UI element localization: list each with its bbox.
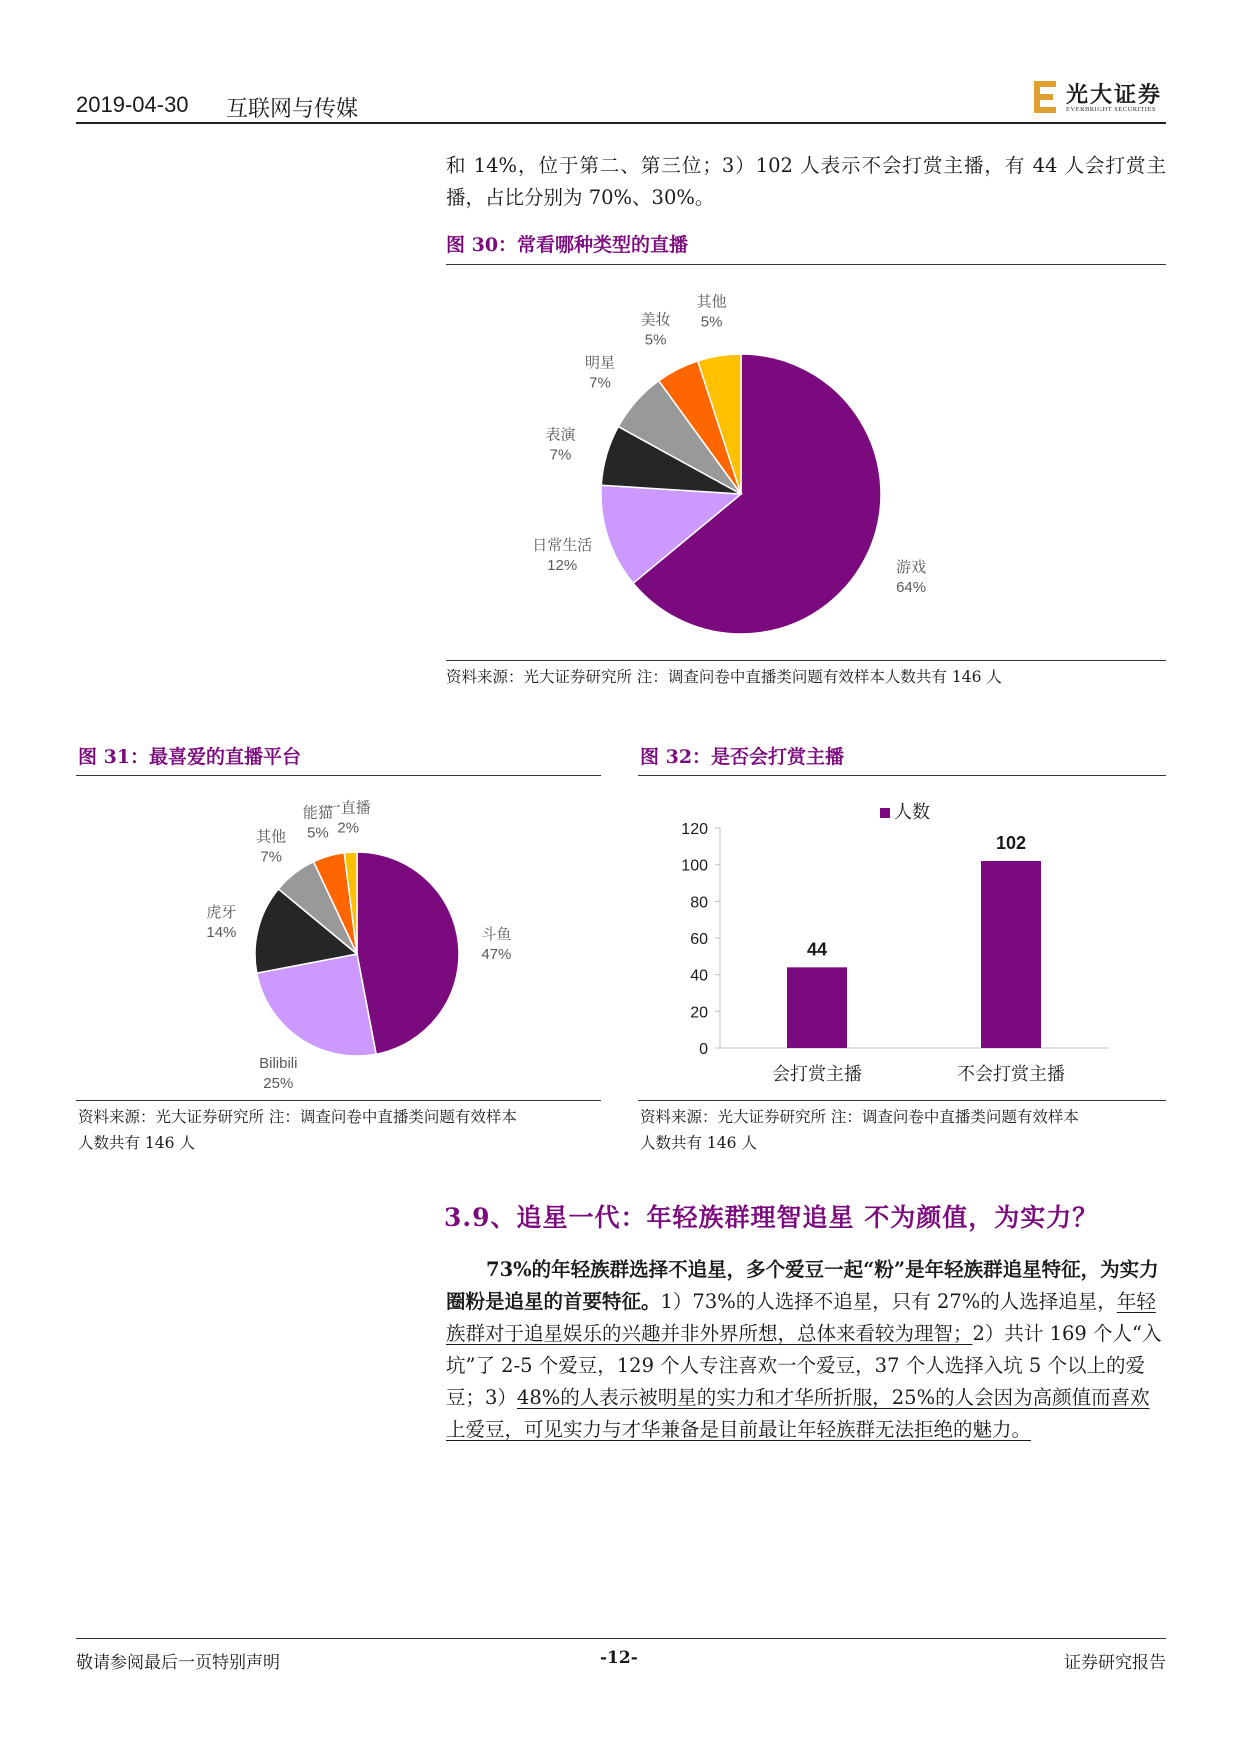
fig31-pct-douyu: 47%: [481, 945, 512, 963]
fig31-pct-huya: 14%: [206, 924, 237, 942]
fig31-label-huya: 虎牙: [206, 904, 237, 922]
fig31-source-line1: 资料来源：光大证券研究所 注：调查问卷中直播类问题有效样本: [78, 1108, 517, 1126]
intro-paragraph: 和 14%，位于第二、第三位；3）102 人表示不会打赏主播，有 44 人会打赏主播，占比分别为 70%、30%。: [446, 154, 1166, 209]
fig31-label-douyu: 斗鱼: [481, 925, 512, 943]
fig32-y-tick-label: 20: [690, 1004, 708, 1022]
fig31-pie-chart: [76, 778, 601, 1098]
fig31-label-panda: 能猫: [302, 804, 333, 822]
fig31-pct-panda: 5%: [307, 824, 329, 842]
section-3-9-body: [446, 1254, 1166, 1446]
fig30-label-daily-life: 日常生活: [532, 537, 593, 555]
fig30-pct-other: 5%: [700, 313, 723, 331]
report-date: 2019-04-30: [76, 92, 189, 117]
fig31-title: 图 31：最喜爱的直播平台: [78, 746, 302, 768]
page-number: -12-: [600, 1648, 638, 1668]
footer-divider: [76, 1638, 1166, 1639]
fig31-source-line2: 人数共有 146 人: [78, 1134, 195, 1152]
fig30-pct-daily-life: 12%: [547, 557, 578, 575]
fig31-pct-yizhibo: 2%: [337, 819, 360, 837]
fig30-label-performance: 表演: [545, 426, 576, 444]
fig32-category-label: 不会打赏主播: [957, 1064, 1065, 1084]
fig30-label-other: 其他: [696, 293, 727, 311]
fig31-label-yizhibo: 一直播: [325, 799, 371, 817]
fig32-y-tick-label: 80: [690, 894, 708, 912]
footer-disclaimer: 敬请参阅最后一页特别声明: [76, 1653, 280, 1673]
fig32-y-tick-label: 100: [681, 857, 708, 875]
fig31-slice-douyu: [357, 852, 459, 1054]
fig30-label-game: 游戏: [896, 559, 927, 577]
fig32-bar-will-tip: [787, 967, 847, 1048]
header-divider: [76, 122, 1166, 124]
fig32-bar-chart: [638, 778, 1166, 1098]
fig30-label-beauty: 美妆: [640, 311, 671, 329]
fig32-bar-will-not-tip: [981, 861, 1041, 1048]
fig31-label-other: 其他: [256, 828, 287, 846]
fig31-pct-other: 7%: [260, 848, 283, 866]
fig31-label-bilibili: Bilibili: [259, 1054, 298, 1072]
fig30-pct-beauty: 5%: [644, 331, 667, 349]
logo-chinese-name: 光大证券: [1066, 83, 1163, 108]
footer-report-type: 证券研究报告: [1064, 1653, 1166, 1673]
fig32-bar-value-label: 44: [806, 939, 828, 960]
section-bold-lead: 73%的年轻族群选择不追星，多个爱豆一起“粉”是年轻族群追星特征，为实力圈粉是追星的首要特征。: [446, 1258, 1159, 1313]
fig30-source: 资料来源：光大证券研究所 注：调查问卷中直播类问题有效样本人数共有 146 人: [446, 668, 1002, 686]
fig31-pct-bilibili: 25%: [263, 1074, 294, 1092]
fig30-pie-chart: [446, 268, 1166, 658]
fig30-pct-game: 64%: [896, 579, 927, 597]
fig30-pct-celebrity: 7%: [589, 374, 611, 392]
company-logo: [1032, 78, 1167, 118]
section-text-2: 2）共计 169 个人“入坑”了 2-5 个爱豆，129 个人专注喜欢一个爱豆，37 个人选择入坑 5 个以上的爱豆；3）: [446, 1322, 1162, 1409]
logo-english-name: EVERBRIGHT SECURITIES: [1066, 106, 1157, 113]
fig32-legend-swatch: [880, 808, 890, 818]
fig30-pct-performance: 7%: [549, 446, 572, 464]
fig32-y-tick-label: 120: [681, 821, 708, 838]
fig31-top-rule: [76, 775, 601, 776]
logo-mark-icon: [1032, 80, 1060, 114]
fig32-category-label: 会打赏主播: [772, 1064, 862, 1084]
section-underlined-1: 年轻族群对于追星娱乐的兴趣并非外界所想，总体来看较为理智；: [446, 1290, 1156, 1345]
fig32-title: 图 32：是否会打赏主播: [640, 746, 845, 768]
fig30-label-celebrity: 明星: [584, 354, 615, 372]
fig30-top-rule: [446, 264, 1166, 265]
fig32-bar-value-label: 102: [995, 833, 1027, 853]
fig32-source-line1: 资料来源：光大证券研究所 注：调查问卷中直播类问题有效样本: [640, 1108, 1079, 1126]
section-3-9-title: 3.9、追星一代：年轻族群理智追星 不为颜值，为实力？: [444, 1203, 1099, 1232]
fig32-source-line2: 人数共有 146 人: [640, 1134, 757, 1152]
fig32-y-tick-label: 0: [699, 1041, 708, 1058]
report-sector: 互联网与传媒: [226, 97, 359, 122]
fig32-top-rule: [638, 775, 1166, 776]
fig31-bottom-rule: [76, 1100, 601, 1101]
fig30-title: 图 30：常看哪种类型的直播: [446, 234, 689, 256]
section-underlined-2: 48%的人表示被明星的实力和才华所折服，25%的人会因为高颜值而喜欢上爱豆，可见实力与才华兼备是目前最让年轻族群无法拒绝的魅力。: [446, 1386, 1150, 1441]
fig32-bottom-rule: [638, 1100, 1166, 1101]
fig32-y-tick-label: 40: [690, 967, 708, 985]
fig30-bottom-rule: [446, 660, 1166, 661]
fig32-legend-label: 人数: [894, 802, 930, 822]
fig32-y-tick-label: 60: [690, 931, 708, 948]
section-text-1: 1）73%的人选择不追星，只有 27%的人选择追星，: [660, 1290, 1117, 1313]
